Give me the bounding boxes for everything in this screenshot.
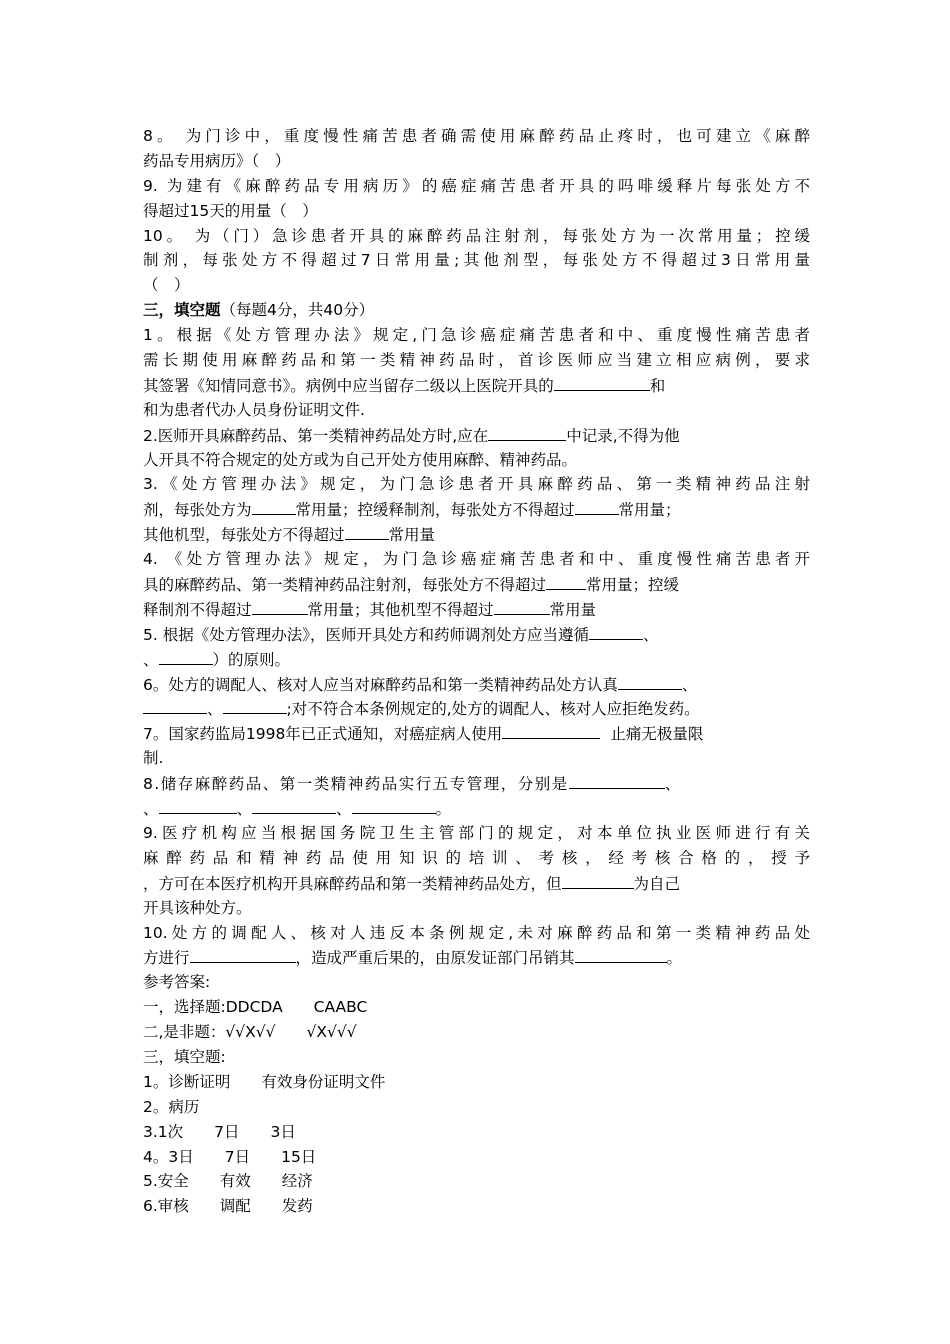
fill-question-2 [143,423,810,473]
text-fragment: 、 [642,625,659,644]
answer-blank[interactable] [575,497,619,515]
text-line: 3.《处方管理办法》规定，为门急诊患者开具麻醉药品、第一类精神药品注射 [143,475,810,494]
text-fragment: 常用量；控缓 [586,576,680,595]
fill-question-10 [143,921,810,971]
text-fragment: 剂，每张处方为 [143,501,252,520]
text-fragment: 中记录,不得为他 [566,426,680,445]
text-line [143,373,810,398]
answer-choice: 一，选择题:DDCDA CAABC [143,998,368,1017]
text-line: 麻醉药品和精神药品使用知识的培训、考核，经考核合格的，授予 [143,848,810,867]
text-fragment: 7。国家药监局1998年已正式通知，对癌症病人使用 [143,725,503,744]
answer-blank[interactable] [502,721,600,739]
answer-blank[interactable] [618,672,682,690]
answer-blank[interactable] [159,796,237,814]
document-page [143,124,810,1219]
text-line: 需长期使用麻醉药品和第一类精神药品时，首诊医师应当建立相应病例，要求 [143,351,810,370]
text-fragment: 、 [207,700,223,719]
answer-blank[interactable] [345,522,389,540]
judgment-question-8 [143,124,810,174]
answer-item: 4。3日 7日 15日 [143,1147,317,1166]
answer-blank[interactable] [223,696,287,714]
fill-question-6 [143,672,810,722]
text-fragment: 、 [143,650,159,669]
text-line: （ ） [143,276,190,295]
text-fragment: 、 [681,675,698,694]
text-line: 9. 为建有《麻醉药品专用病历》的癌症痛苦患者开具的吗啡缓释片每张处方不 [143,176,810,195]
fill-question-1 [143,323,810,423]
text-line [143,796,810,821]
text-line: 制剂，每张处方不得超过7日常用量;其他剂型，每张处方不得超过3日常用量 [143,251,810,270]
answer-judgment: 二,是非题：√√X√√ √X√√√ [143,1023,357,1042]
section-title: 三，填空题 [143,301,221,320]
fill-question-3 [143,472,810,547]
answer-blank[interactable] [252,497,296,515]
answer-blank[interactable] [190,945,296,963]
answer-key-title: 参考答案: [143,973,211,992]
text-fragment: ;对不符合本条例规定的,处方的调配人、核对人应拒绝发药。 [286,700,700,719]
answer-blank[interactable] [252,597,308,615]
text-line [143,647,810,672]
section-heading-fill-blank [143,298,810,323]
text-line: 8。 为门诊中，重度慢性痛苦患者确需使用麻醉药品止疼时，也可建立《麻醉 [143,127,810,145]
text-line [143,871,810,896]
answer-item: 3.1次 7日 3日 [143,1122,296,1141]
text-fragment: 、 [236,800,253,819]
text-line [143,721,810,746]
answer-blank[interactable] [546,572,586,590]
answer-item: 6.审核 调配 发药 [143,1197,313,1216]
fill-question-4 [143,547,810,622]
text-fragment: 2.医师开具麻醉药品、第一类精神药品处方时,应在 [143,426,489,445]
text-line [143,423,810,448]
text-fragment: 常用量；控缓释制剂，每张处方不得超过 [295,501,575,520]
fill-question-7 [143,721,810,771]
answer-blank[interactable] [554,373,650,391]
text-fragment: 释制剂不得超过 [143,600,252,619]
text-line [143,672,810,697]
text-fragment: ，造成严重后果的，由原发证部门吊销其 [295,949,575,968]
text-fragment: 5. 根据《处方管理办法》，医师开具处方和药师调剂处方应当遵循 [143,625,589,644]
answer-blank[interactable] [159,647,213,665]
text-fragment: 具的麻醉药品、第一类精神药品注射剂，每张处方不得超过 [143,576,547,595]
text-line: 1。根据《处方管理办法》规定,门急诊癌症痛苦患者和中、重度慢性痛苦患者 [143,326,810,345]
text-line: 开具该种处方。 [143,898,252,917]
fill-question-9 [143,821,810,921]
text-fragment: ，方可在本医疗机构开具麻醉药品和第一类精神药品处方，但 [143,874,562,893]
text-fragment: 其签署《知情同意书》。病例中应当留存二级以上医院开具的 [143,376,554,395]
text-fragment: 常用量 [549,600,597,619]
text-fragment: 。 [435,800,452,819]
answer-blank[interactable] [352,796,436,814]
judgment-question-10 [143,224,810,299]
answer-item: 2。病历 [143,1097,200,1116]
text-fragment: 为自己 [633,874,681,893]
text-line [143,622,810,647]
text-line: 制. [143,749,164,768]
answer-blank[interactable] [488,423,566,441]
text-fragment: 常用量； [618,501,681,520]
text-fragment: 其他机型，每张处方不得超过 [143,526,345,545]
answer-blank[interactable] [589,622,643,640]
text-line: 和为患者代办人员身份证明文件. [143,400,365,419]
answer-item: 5.安全 有效 经济 [143,1172,313,1191]
text-fragment: 。 [666,949,683,968]
text-line [143,597,810,622]
text-fragment: 常用量；其他机型不得超过 [307,600,494,619]
text-line: 9.医疗机构应当根据国务院卫生主管部门的规定，对本单位执业医师进行有关 [143,823,810,842]
text-line [143,497,810,522]
text-fragment: 、 [143,800,159,819]
text-line: 10。 为（门）急诊患者开具的麻醉药品注射剂，每张处方为一次常用量；控缓 [143,226,810,245]
answer-fill-title: 三，填空题: [143,1047,226,1066]
text-fragment: 方进行 [143,949,190,968]
text-fragment: 、 [336,800,352,819]
text-fragment: ）的原则。 [212,650,291,669]
answer-blank[interactable] [252,796,336,814]
text-fragment: 8.储存麻醉药品、第一类精神药品实行五专管理，分别是 [143,775,569,794]
text-fragment: 常用量 [388,526,436,545]
text-fragment: 和 [649,376,666,395]
text-fragment: 止痛无极量限 [610,725,704,744]
answer-blank[interactable] [494,597,550,615]
judgment-question-9 [143,174,810,224]
answer-key [143,970,810,1219]
answer-blank[interactable] [143,696,207,714]
text-line [143,945,810,970]
answer-blank[interactable] [569,771,665,789]
text-line [143,771,810,796]
text-line: 得超过15天的用量（ ） [143,201,318,220]
fill-question-8 [143,771,810,821]
text-line [143,522,810,547]
text-fragment: 6。处方的调配人、核对人应当对麻醉药品和第一类精神药品处方认真 [143,675,618,694]
answer-blank[interactable] [575,945,667,963]
text-line [143,572,810,597]
text-fragment: 、 [664,775,681,794]
fill-question-5 [143,622,810,672]
text-line: 人开具不符合规定的处方或为自己开处方使用麻醉、精神药品。 [143,450,578,469]
text-line: 药品专用病历》（ ） [143,151,291,170]
answer-item: 1。诊断证明 有效身份证明文件 [143,1072,386,1091]
answer-blank[interactable] [562,871,634,889]
text-line: 10.处方的调配人、核对人违反本条例规定,未对麻醉药品和第一类精神药品处 [143,923,810,942]
text-line [143,696,810,721]
section-score-note: （每题4分，共40分） [220,301,375,320]
text-line: 4. 《处方管理办法》规定，为门急诊癌症痛苦患者和中、重度慢性痛苦患者开 [143,550,810,569]
